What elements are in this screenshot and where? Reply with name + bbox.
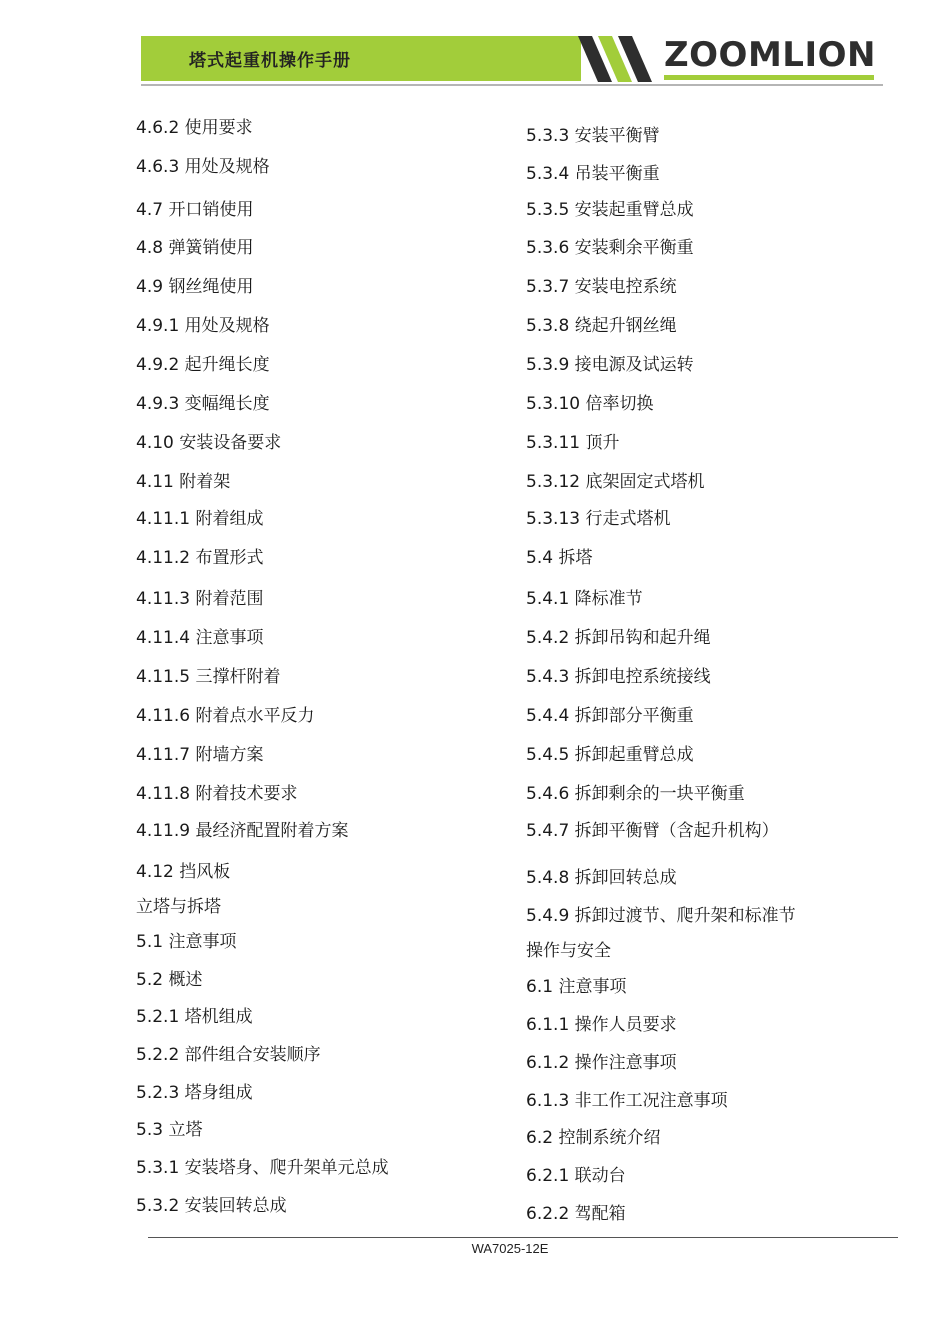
toc-entry: 5.3.12 底架固定式塔机 [526, 472, 705, 492]
toc-entry: 4.11.1 附着组成 [136, 509, 264, 529]
toc-entry: 5.3.2 安装回转总成 [136, 1196, 287, 1216]
toc-entry: 5.4.7 拆卸平衡臂（含起升机构） [526, 821, 779, 841]
toc-entry: 4.8 弹簧销使用 [136, 238, 254, 258]
toc-entry: 4.9.2 起升绳长度 [136, 355, 270, 375]
toc-entry: 5.3.11 顶升 [526, 433, 620, 453]
logo-underline [664, 75, 874, 80]
toc-entry: 5.3.1 安装塔身、爬升架单元总成 [136, 1158, 389, 1178]
toc-entry: 6.2.1 联动台 [526, 1166, 626, 1186]
toc-entry: 4.12 挡风板 [136, 862, 231, 882]
toc-entry: 4.10 安装设备要求 [136, 433, 282, 453]
toc-entry: 4.11.4 注意事项 [136, 628, 264, 648]
toc-entry: 6.2.2 驾配箱 [526, 1204, 626, 1224]
toc-entry: 5.4.5 拆卸起重臂总成 [526, 745, 694, 765]
toc-entry: 5.3.9 接电源及试运转 [526, 355, 694, 375]
toc-entry: 6.2 控制系统介绍 [526, 1128, 661, 1148]
toc-entry: 4.11 附着架 [136, 472, 231, 492]
toc-entry: 5.3.3 安装平衡臂 [526, 126, 660, 146]
toc-entry: 5.3 立塔 [136, 1120, 203, 1140]
toc-entry: 5.2 概述 [136, 970, 203, 990]
toc-entry: 5.4.1 降标准节 [526, 589, 643, 609]
toc-entry: 5.1 注意事项 [136, 932, 237, 952]
toc-entry: 操作与安全 [526, 941, 611, 961]
toc-entry: 5.3.13 行走式塔机 [526, 509, 671, 529]
toc-entry: 4.11.8 附着技术要求 [136, 784, 298, 804]
toc-entry: 立塔与拆塔 [136, 897, 221, 917]
toc-entry: 4.11.2 布置形式 [136, 548, 264, 568]
toc-entry: 4.6.3 用处及规格 [136, 157, 270, 177]
toc-entry: 6.1.3 非工作工况注意事项 [526, 1091, 728, 1111]
page-header [0, 0, 950, 100]
toc-entry: 5.4.4 拆卸部分平衡重 [526, 706, 694, 726]
toc-entry: 4.11.5 三撑杆附着 [136, 667, 281, 687]
toc-entry: 6.1.1 操作人员要求 [526, 1015, 677, 1035]
toc-entry: 4.9.1 用处及规格 [136, 316, 270, 336]
toc-entry: 4.7 开口销使用 [136, 200, 254, 220]
manual-title: 塔式起重机操作手册 [189, 51, 351, 71]
toc-entry: 5.3.7 安装电控系统 [526, 277, 677, 297]
header-divider [141, 84, 883, 86]
toc-entry: 5.2.2 部件组合安装顺序 [136, 1045, 321, 1065]
toc-entry: 5.4.3 拆卸电控系统接线 [526, 667, 711, 687]
toc-entry: 4.11.7 附墙方案 [136, 745, 264, 765]
toc-entry: 6.1 注意事项 [526, 977, 627, 997]
toc-entry: 5.4.8 拆卸回转总成 [526, 868, 677, 888]
toc-entry: 5.3.5 安装起重臂总成 [526, 200, 694, 220]
toc-entry: 5.4.2 拆卸吊钩和起升绳 [526, 628, 711, 648]
toc-entry: 5.2.3 塔身组成 [136, 1083, 253, 1103]
toc-entry: 5.3.4 吊装平衡重 [526, 164, 660, 184]
toc-entry: 4.11.6 附着点水平反力 [136, 706, 315, 726]
toc-entry: 4.11.3 附着范围 [136, 589, 264, 609]
toc-entry: 5.3.10 倍率切换 [526, 394, 654, 414]
toc-entry: 4.9 钢丝绳使用 [136, 277, 254, 297]
toc-entry: 4.6.2 使用要求 [136, 118, 253, 138]
toc-entry: 5.4 拆塔 [526, 548, 593, 568]
toc-entry: 5.3.6 安装剩余平衡重 [526, 238, 694, 258]
zoomlion-logo: ZOOMLION [664, 35, 876, 75]
toc-entry: 4.9.3 变幅绳长度 [136, 394, 270, 414]
toc-entry: 5.2.1 塔机组成 [136, 1007, 253, 1027]
toc-entry: 4.11.9 最经济配置附着方案 [136, 821, 349, 841]
zoomlion-logo-stripes-icon [560, 34, 670, 86]
document-code: WA7025-12E [471, 1241, 549, 1256]
toc-entry: 5.3.8 绕起升钢丝绳 [526, 316, 677, 336]
toc-entry: 5.4.9 拆卸过渡节、爬升架和标准节 [526, 906, 796, 926]
footer-divider [148, 1237, 898, 1238]
toc-entry: 5.4.6 拆卸剩余的一块平衡重 [526, 784, 745, 804]
toc-entry: 6.1.2 操作注意事项 [526, 1053, 677, 1073]
